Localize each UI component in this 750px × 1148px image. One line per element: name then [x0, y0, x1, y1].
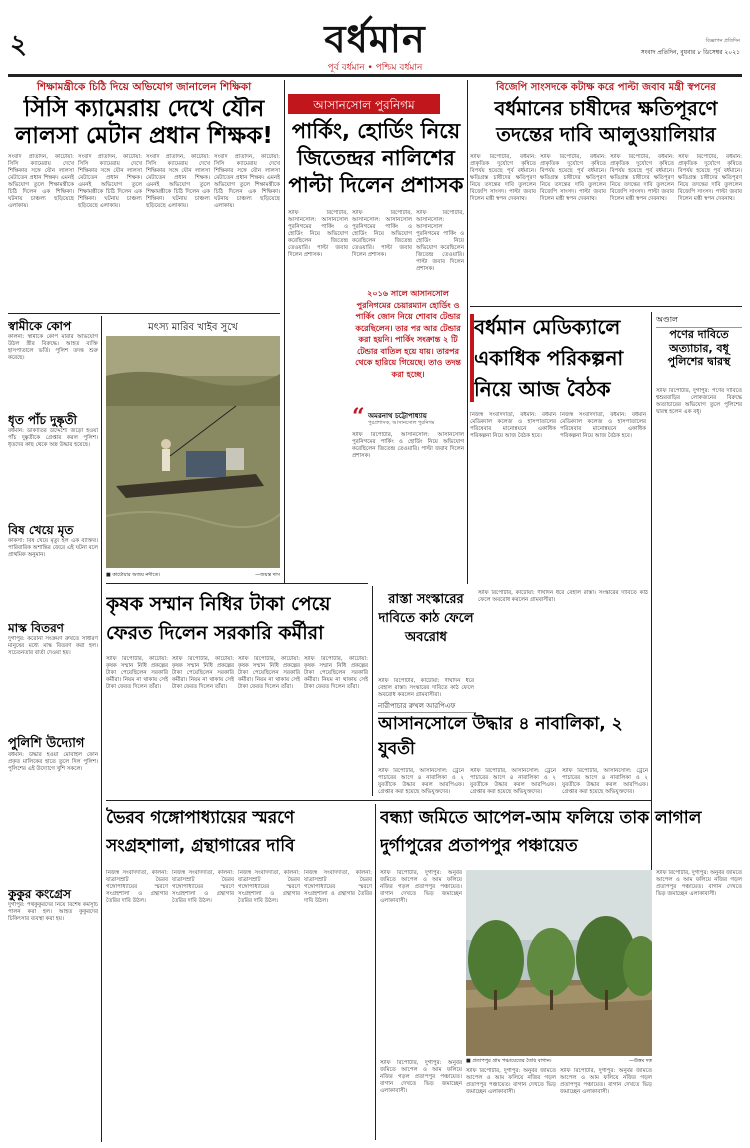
cctv-body-col2: সংবাদ প্রতিদিন, কাটোয়া: সিসি ক্যামেরায় দেখে শিক্ষিকার সঙ্গে যৌন লালসা মেটাতেন প্রধান শিক্ষক। এমনই অভিযোগ তুলে শিক্ষামন্ত্রীকে চিঠি দিলেন এক শিক্ষিকা। ঘটনায় চাঞ্চল্য ছড়িয়েছে এলাকায়। — [78, 154, 142, 209]
farmers-kicker: বিজেপি সাংসদকে কটাক্ষ করে পাল্টা জবাব মন্ত্রী স্বপনের — [496, 82, 716, 93]
rescue-body-col2: স্টাফ রিপোর্টার, আসানসোল: ট্রেনে পাচারের আগে ৪ নাবালিকা ও ২ যুবতীকে উদ্ধার করল আরপিএফ। গ্রেপ্তার করা হয়েছে অভিযুক্তদের। — [470, 768, 556, 795]
rasta-body-right: স্টাফ রিপোর্টার, কাটোয়া: দীর্ঘদিন ধরে বেহাল রাস্তা। সংস্কারের দাবিতে কাঠ ফেলে অবরোধ করলেন গ্রামবাসীরা। — [478, 590, 648, 603]
atyachar-headline: পণের দাবিতে অত্যাচার, বধূ পুলিশের দ্বারস্থ — [667, 328, 731, 368]
rescue-kicker: নারীপাচার রুখল আরপিএফ — [378, 700, 474, 713]
masthead-edition: পূর্ব বর্ধমান • পশ্চিম বর্ধমান — [327, 63, 423, 73]
asansol-byline-sub: পুরপ্রশাসক, আসানসোল পুরনিগম — [368, 420, 435, 426]
atyachar-kicker: অণ্ডাল — [656, 314, 742, 328]
bhairab-body-col3: নিজস্ব সংবাদদাতা, কালনা: যাত্রাসম্রাট ভৈরব গঙ্গোপাধ্যায়ের স্মরণে সংগ্রহশালা ও গ্রন্থাগার তৈরির দাবি উঠল। — [238, 870, 300, 904]
masthead-dateline: সংবাদ প্রতিদিন, বুধবার ৮ ডিসেম্বর ২০২১ — [640, 49, 740, 56]
rasta-headline: রাস্তা সংস্কারের দাবিতে কাঠ ফেলে অবরোধ — [378, 592, 474, 645]
rescue-body-col3: স্টাফ রিপোর্টার, আসানসোল: ট্রেনে পাচারের আগে ৪ নাবালিকা ও ২ যুবতীকে উদ্ধার করল আরপিএফ। গ্রেপ্তার করা হয়েছে অভিযুক্তদের। — [562, 768, 648, 795]
asansol-byline: অমরনাথ চট্টোপাধ্যায় — [368, 412, 427, 420]
fish-bottom-rule — [106, 583, 368, 584]
apple-body-col3: স্টাফ রিপোর্টার, দুর্গাপুর: অনুর্বর জমিতে আপেল ও আম ফলিয়ে নজির গড়ল প্রতাপপুর পঞ্চায়েত। বাগান দেখতে ভিড় জমাচ্ছেন এলাকাবাসী। — [466, 1068, 556, 1095]
bhairab-headline: ভৈরব গঙ্গোপাধ্যায়ের স্মরণে সংগ্রহশালা, গ্রন্থাগারের দাবি — [106, 808, 295, 856]
masthead-title: বর্ধমান — [324, 17, 426, 61]
asansol-headline: পার্কিং, হোর্ডিং নিয়ে জিতেন্দ্রর নালিশের পাল্টা দিলেন প্রশাসক — [288, 119, 464, 197]
asansol-kicker: আসানসোল পুরনিগম — [313, 98, 415, 112]
fish-photo-title: মৎস্য মারিব খাইব সুখে — [106, 320, 280, 340]
page-number: ২ — [10, 30, 27, 60]
rasta-body: স্টাফ রিপোর্টার, কাটোয়া: দীর্ঘদিন ধরে বেহাল রাস্তা। সংস্কারের দাবিতে কাঠ ফেলে অবরোধ করলেন গ্রামবাসীরা। — [378, 678, 474, 696]
asansol-body-col2-lower: স্টাফ রিপোর্টার, আসানসোল: আসানসোল পুরনিগমের পার্কিং ও হোর্ডিং নিয়ে অভিযোগ করেছিলেন জিতেন্দ্র তেওয়ারি। পাল্টা জবাব দিলেন প্রশাসক। — [352, 432, 464, 459]
kishan-body-col2: স্টাফ রিপোর্টার, কাটোয়া: কৃষক সম্মান নিধি প্রকল্পের টাকা পেয়েছিলেন সরকারি কর্মীরা। নিয়ম না থাকায় সেই টাকা ফেরত দিলেন তাঁরা। — [172, 656, 234, 690]
col-divider-1 — [284, 80, 285, 584]
bhairab-body-col2: নিজস্ব সংবাদদাতা, কালনা: যাত্রাসম্রাট ভৈরব গঙ্গোপাধ্যায়ের স্মরণে সংগ্রহশালা ও গ্রন্থাগার তৈরির দাবি উঠল। — [172, 870, 234, 904]
medical-divider — [651, 312, 652, 962]
bhairab-body: নিজস্ব সংবাদদাতা, কালনা: যাত্রাসম্রাট ভৈরব গঙ্গোপাধ্যায়ের স্মরণে সংগ্রহশালা ও গ্রন্থাগার তৈরির দাবি উঠল। — [106, 870, 168, 904]
rescue-body: স্টাফ রিপোর্টার, আসানসোল: ট্রেনে পাচারের আগে ৪ নাবালিকা ও ২ যুবতীকে উদ্ধার করল আরপিএফ। গ্রেপ্তার করা হয়েছে অভিযুক্তদের। — [378, 768, 464, 795]
kishan-divider — [372, 586, 373, 796]
apple-headline: বন্ধ্যা জমিতে আপেল-আম ফলিয়ে তাক লাগাল দুর্গাপুরের প্রতাপপুর পঞ্চায়েত — [380, 808, 702, 856]
asansol-quote-mark: “ — [352, 404, 365, 430]
brief-police-body: বর্ধমান: উদ্ধার হওয়া মোবাইল ফোন প্রকৃত মালিকের হাতে তুলে দিল পুলিশ। পুলিশের এই উদ্যোগে খুশি সকলে। — [8, 752, 98, 772]
col-divider-2 — [467, 80, 468, 584]
kishan-body: স্টাফ রিপোর্টার, কাটোয়া: কৃষক সম্মান নিধি প্রকল্পের টাকা পেয়েছিলেন সরকারি কর্মীরা। নিয়ম না থাকায় সেই টাকা ফেরত দিলেন তাঁরা। — [106, 656, 168, 690]
farmers-bottom-rule — [470, 306, 742, 307]
orchard-photo-credit: —উত্তম দত্ত — [628, 1058, 652, 1064]
asansol-sidebar: ২০১৬ সালে আসানসোল পুরনিগমের চেয়ারম্যান হোর্ডিং ও পার্কিং জোন নিয়ে শোবাব টেন্ডার করেছিলেন। তার পর আর টেন্ডার করা হয়নি। পার্কিং সংক্রান্ত ২ টি টেন্ডার বাতিল হয়ে যায়। তারপর থেকে হারিয়ে গিয়েছে। তাও তদন্ত করা হচ্ছে। — [352, 288, 464, 398]
mid-rule — [106, 800, 652, 801]
cctv-headline: সিসি ক্যামেরায় দেখে যৌন লালসা মেটান প্রধান শিক্ষক! — [15, 96, 273, 149]
apple-body-col2: স্টাফ রিপোর্টার, দুর্গাপুর: অনুর্বর জমিতে আপেল ও আম ফলিয়ে নজির গড়ল প্রতাপপুর পঞ্চায়েত। বাগান দেখতে ভিড় জমাচ্ছেন এলাকাবাসী। — [380, 1060, 462, 1094]
kishan-headline: কৃষক সম্মান নিধির টাকা পেয়ে ফেরত দিলেন সরকারি কর্মীরা — [106, 593, 331, 644]
medical-headline: বর্ধমান মেডিক্যালে একাধিক পরিকল্পনা নিয়ে আজ বৈঠক — [474, 315, 624, 401]
farmers-headline: বর্ধমানের চাষীদের ক্ষতিপূরণে তদন্তের দাবি আলুওয়ালিয়ার — [494, 97, 718, 146]
brief-mask-body: দুর্গাপুর: করোনা সংক্রমণ রুখতে সাধারণ মানুষের মধ্যে মাস্ক বিতরণ করা হল। সচেতনতার বার্তা দেওয়া হয়। — [8, 636, 98, 656]
orchard-photo — [466, 870, 652, 1056]
fish-photo-caption: ■ কাটোয়ার অজয় নদীতে। — [106, 572, 161, 578]
kishan-body-col4: স্টাফ রিপোর্টার, কাটোয়া: কৃষক সম্মান নিধি প্রকল্পের টাকা পেয়েছিলেন সরকারি কর্মীরা। নিয়ম না থাকায় সেই টাকা ফেরত দিলেন তাঁরা। — [304, 656, 368, 690]
farmers-body-col3: স্টাফ রিপোর্টার, বর্ধমান: প্রাকৃতিক দুর্যোগে কৃষিতে বিপর্যয় হয়েছে পূর্ব বর্ধমানে। ক্ষতিগ্রস্ত চাষীদের ক্ষতিপূরণ নিয়ে তদন্তের দাবি তুললেন বিজেপি সাংসদ। পাল্টা জবাব দিলেন মন্ত্রী স্বপন দেবনাথ। — [610, 154, 674, 202]
brief-police-headline: পুলিশি উদ্যোগ — [8, 736, 85, 751]
apple-body-col4: স্টাফ রিপোর্টার, দুর্গাপুর: অনুর্বর জমিতে আপেল ও আম ফলিয়ে নজির গড়ল প্রতাপপুর পঞ্চায়েত। বাগান দেখতে ভিড় জমাচ্ছেন এলাকাবাসী। — [560, 1068, 652, 1095]
apple-body-col5: স্টাফ রিপোর্টার, দুর্গাপুর: অনুর্বর জমিতে আপেল ও আম ফলিয়ে নজির গড়ল প্রতাপপুর পঞ্চায়েত। বাগান দেখতে ভিড় জমাচ্ছেন এলাকাবাসী। — [656, 870, 742, 897]
fishing-boat-photo — [106, 336, 280, 568]
brief-kukkur-headline: কুকুর কংগ্রেস — [8, 887, 71, 901]
medical-body: নিজস্ব সংবাদদাতা, বর্ধমান: বর্ধমান মেডিক্যাল কলেজ ও হাসপাতালের পরিষেবার মানোন্নয়নে একাধিক পরিকল্পনা নিয়ে আজ বৈঠক হবে। — [470, 412, 556, 439]
asansol-body: স্টাফ রিপোর্টার, আসানসোল: আসানসোল পুরনিগমের পার্কিং ও হোর্ডিং নিয়ে অভিযোগ করেছিলেন জিতেন্দ্র তেওয়ারি। পাল্টা জবাব দিলেন প্রশাসক। — [288, 210, 348, 258]
rescue-headline: আসানসোলে উদ্ধার ৪ নাবালিকা, ২ যুবতী — [378, 714, 623, 759]
brief-dhrito-body: বর্ধমান: ডাকাতির উদ্দেশ্যে জড়ো হওয়া পাঁচ দুষ্কৃতীকে গ্রেপ্তার করল পুলিশ। ধৃতদের কাছ থেকে অস্ত্র উদ্ধার হয়েছে। — [8, 428, 98, 448]
brief-dhrito-headline: ধৃত পাঁচ দুষ্কৃতী — [8, 413, 77, 427]
asansol-body-col2: স্টাফ রিপোর্টার, আসানসোল: আসানসোল পুরনিগমের পার্কিং ও হোর্ডিং নিয়ে অভিযোগ করেছিলেন জিতেন্দ্র তেওয়ারি। পাল্টা জবাব দিলেন প্রশাসক। — [352, 210, 412, 258]
bhairab-divider — [375, 804, 376, 1140]
orchard-photo-caption: ■ প্রতাপপুর গ্রাম পঞ্চায়েতের তৈরি বাগান। — [466, 1058, 552, 1064]
medical-body-col2: নিজস্ব সংবাদদাতা, বর্ধমান: বর্ধমান মেডিক্যাল কলেজ ও হাসপাতালের পরিষেবার মানোন্নয়নে একাধিক পরিকল্পনা নিয়ে আজ বৈঠক হবে। — [560, 412, 646, 439]
brief-bish-headline: বিষ খেয়ে মৃত — [8, 523, 74, 537]
bhairab-body-col4: নিজস্ব সংবাদদাতা, কালনা: যাত্রাসম্রাট ভৈরব গঙ্গোপাধ্যায়ের স্মরণে সংগ্রহশালা ও গ্রন্থাগার তৈরির দাবি উঠল। — [304, 870, 372, 904]
brief-bish-body: কাঁকসা: বিষ খেয়ে মৃত্যু হল এক ব্যক্তির। পারিবারিক অশান্তির জেরে এই ঘটনা বলে প্রাথমিক অনুমান। — [8, 538, 98, 558]
brief-kukkur-body: দুর্গাপুর: পথকুকুরদের নিয়ে বিশেষ কর্মসূচি পালন করা হল। আহত কুকুরদের চিকিৎসার ব্যবস্থা করা হয়। — [8, 902, 98, 922]
fish-photo-credit: —জয়ন্ত দাস — [255, 572, 280, 578]
briefs-divider — [101, 316, 102, 1142]
farmers-body-col2: স্টাফ রিপোর্টার, বর্ধমান: প্রাকৃতিক দুর্যোগে কৃষিতে বিপর্যয় হয়েছে পূর্ব বর্ধমানে। ক্ষতিগ্রস্ত চাষীদের ক্ষতিপূরণ নিয়ে তদন্তের দাবি তুললেন বিজেপি সাংসদ। পাল্টা জবাব দিলেন মন্ত্রী স্বপন দেবনাথ। — [540, 154, 606, 202]
cctv-kicker: শিক্ষামন্ত্রীকে চিঠি দিয়ে অভিযোগ জানালেন শিক্ষিকা — [36, 81, 252, 93]
cctv-body-col3: সংবাদ প্রতিদিন, কাটোয়া: সিসি ক্যামেরায় দেখে শিক্ষিকার সঙ্গে যৌন লালসা মেটাতেন প্রধান শিক্ষক। এমনই অভিযোগ তুলে শিক্ষামন্ত্রীকে চিঠি দিলেন এক শিক্ষিকা। ঘটনায় চাঞ্চল্য ছড়িয়েছে এলাকায়। — [146, 154, 210, 209]
masthead-dateline-small: বিজ্ঞাপন প্রতিদিন — [705, 38, 740, 44]
asansol-body-col3: স্টাফ রিপোর্টার, আসানসোল: আসানসোল পুরনিগমের পার্কিং ও হোর্ডিং নিয়ে অভিযোগ করেছিলেন জিতেন্দ্র তেওয়ারি। পাল্টা জবাব দিলেন প্রশাসক। — [416, 210, 464, 272]
brief-kop-body: কালনা: স্বামীকে কোপ মারার অভিযোগ উঠল স্ত্রীর বিরুদ্ধে। আহত ব্যক্তি হাসপাতালে ভর্তি। পুলিশ তদন্ত শুরু করেছে। — [8, 334, 98, 361]
farmers-body-col4: স্টাফ রিপোর্টার, বর্ধমান: প্রাকৃতিক দুর্যোগে কৃষিতে বিপর্যয় হয়েছে পূর্ব বর্ধমানে। ক্ষতিগ্রস্ত চাষীদের ক্ষতিপূরণ নিয়ে তদন্তের দাবি তুললেন বিজেপি সাংসদ। পাল্টা জবাব দিলেন মন্ত্রী স্বপন দেবনাথ। — [678, 154, 742, 202]
atyachar-body: স্টাফ রিপোর্টার, দুর্গাপুর: পণের দাবিতে শ্বশুরবাড়ির লোকজনের বিরুদ্ধে অত্যাচারের অভিযোগ তুলে পুলিশের দ্বারস্থ হলেন এক বধূ। — [656, 388, 742, 415]
medical-red-marker — [470, 314, 474, 402]
apple-body: স্টাফ রিপোর্টার, দুর্গাপুর: অনুর্বর জমিতে আপেল ও আম ফলিয়ে নজির গড়ল প্রতাপপুর পঞ্চায়েত। বাগান দেখতে ভিড় জমাচ্ছেন এলাকাবাসী। — [380, 870, 462, 904]
cctv-bottom-rule — [8, 313, 280, 314]
cctv-body-col4: সংবাদ প্রতিদিন, কাটোয়া: সিসি ক্যামেরায় দেখে শিক্ষিকার সঙ্গে যৌন লালসা মেটাতেন প্রধান শিক্ষক। এমনই অভিযোগ তুলে শিক্ষামন্ত্রীকে চিঠি দিলেন এক শিক্ষিকা। ঘটনায় চাঞ্চল্য ছড়িয়েছে এলাকায়। — [214, 154, 280, 209]
farmers-body: স্টাফ রিপোর্টার, বর্ধমান: প্রাকৃতিক দুর্যোগে কৃষিতে বিপর্যয় হয়েছে পূর্ব বর্ধমানে। ক্ষতিগ্রস্ত চাষীদের ক্ষতিপূরণ নিয়ে তদন্তের দাবি তুললেন বিজেপি সাংসদ। পাল্টা জবাব দিলেন মন্ত্রী স্বপন দেবনাথ। — [470, 154, 536, 202]
brief-kop-headline: স্বামীকে কোপ — [8, 319, 72, 333]
cctv-body: সংবাদ প্রতিদিন, কাটোয়া: সিসি ক্যামেরায় দেখে শিক্ষিকার সঙ্গে যৌন লালসা মেটাতেন প্রধান শিক্ষক। এমনই অভিযোগ তুলে শিক্ষামন্ত্রীকে চিঠি দিলেন এক শিক্ষিকা। ঘটনায় চাঞ্চল্য ছড়িয়েছে এলাকায়। — [8, 154, 74, 209]
masthead-rule — [8, 74, 742, 77]
kishan-body-col3: স্টাফ রিপোর্টার, কাটোয়া: কৃষক সম্মান নিধি প্রকল্পের টাকা পেয়েছিলেন সরকারি কর্মীরা। নিয়ম না থাকায় সেই টাকা ফেরত দিলেন তাঁরা। — [238, 656, 300, 690]
brief-mask-headline: মাস্ক বিতরণ — [8, 621, 64, 635]
